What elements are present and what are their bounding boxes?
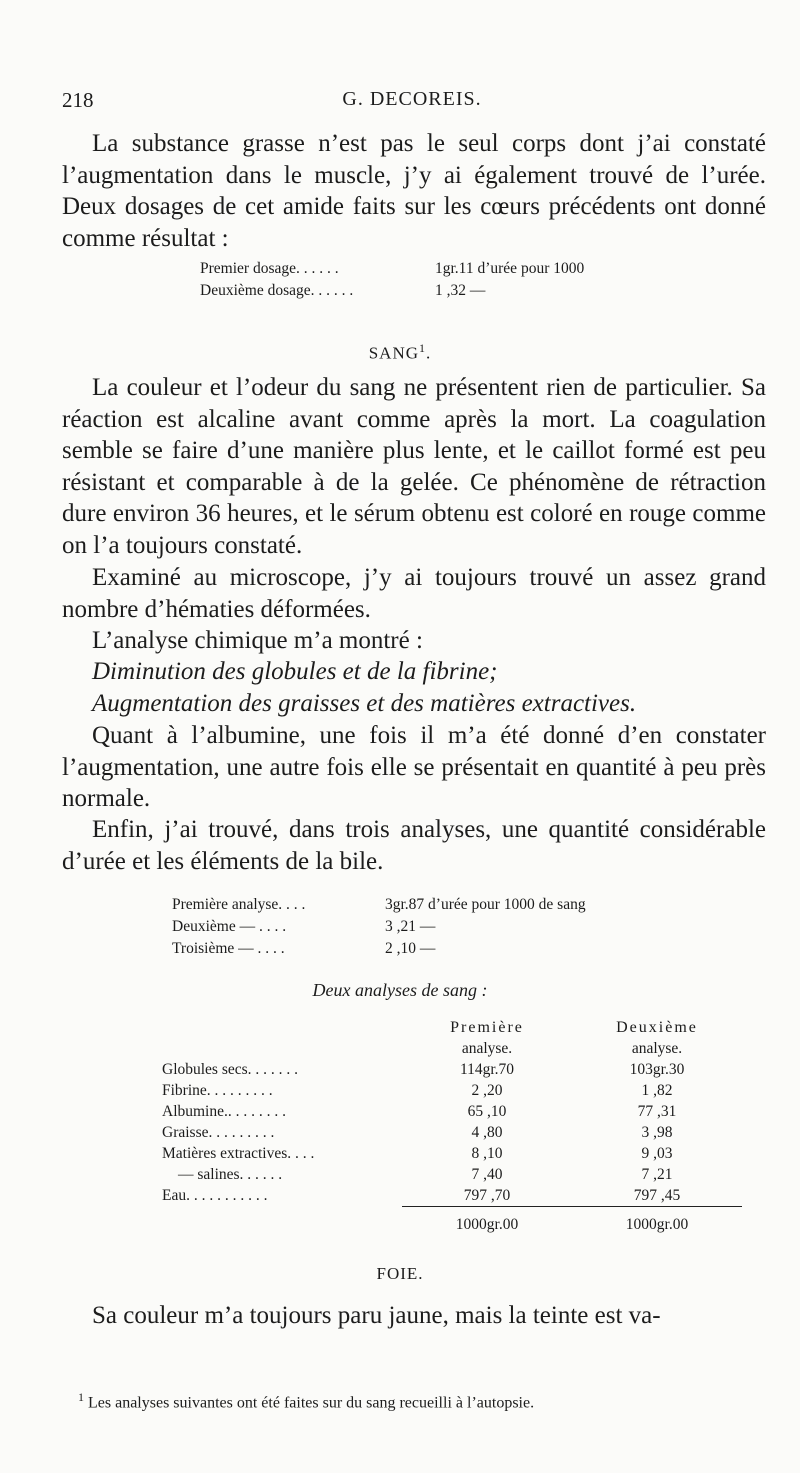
column-subheader-second: analyse. (631, 1039, 683, 1057)
cell-first: 797 ,70 (463, 1186, 511, 1204)
cell-second: 77 ,31 (637, 1102, 677, 1120)
table-row (162, 1185, 742, 1207)
page-number: 218 (62, 88, 94, 112)
table-row (162, 1143, 742, 1164)
cell-first: 65 ,10 (467, 1102, 507, 1120)
dosage-value: 1 ,32 — (435, 282, 486, 299)
analysis-value: 3gr.87 d’urée pour 1000 de sang (385, 896, 586, 913)
row-label: — salines. . . . . . (178, 1165, 283, 1183)
urea-dosage-list (200, 258, 584, 302)
row-label: Fibrine. . . . . . . . . (162, 1081, 273, 1099)
row-label: Graisse. . . . . . . . . (162, 1123, 275, 1141)
page-header (62, 88, 762, 116)
paragraph-liver: Sa couleur m’a toujours paru jaune, mais la teinte est va- (92, 1302, 661, 1329)
table-header-row (162, 1017, 742, 1038)
column-subheader-first: analyse. (461, 1039, 513, 1057)
analysis-value: 2 ,10 — (385, 940, 436, 957)
list-item (200, 280, 584, 302)
cell-first: 8 ,10 (471, 1144, 503, 1162)
table-row (162, 1080, 742, 1101)
cell-second: 1 ,82 (641, 1081, 673, 1099)
paragraph-urea-bile: Enfin, j’ai trouvé, dans trois analyses, une quantité considérable d’urée et les éléments de la bile. (62, 816, 766, 875)
row-label: Globules secs. . . . . . . (162, 1060, 299, 1078)
table-row (162, 1122, 742, 1143)
column-header-first: Première (450, 1018, 524, 1036)
paragraph-microscope: Examiné au microscope, j’y ai toujours trouvé un assez grand nombre d’hématies déformées. (62, 564, 766, 623)
table-total-row (162, 1207, 742, 1237)
table-row (162, 1101, 742, 1122)
analysis-label: Deuxième — . . . . (172, 918, 287, 935)
total-first: 1000gr.00 (402, 1207, 572, 1237)
paragraph-albumine: Quant à l’albumine, une fois il m’a été donné d’en constater l’augmentation, une autre fois elle se présentait en quantité à peu près normale. (62, 722, 766, 812)
line-augmentation: Augmentation des graisses et des matières extractives. (92, 690, 637, 717)
cell-second: 797 ,45 (633, 1186, 681, 1204)
footnote-number: 1 (78, 1390, 84, 1404)
row-label: Matières extractives. . . . (162, 1144, 315, 1162)
paragraph-urea-muscle: La substance grasse n’est pas le seul corps dont j’ai constaté l’augmentation dans le muscle, j’y ai également trouvé de l’urée. Deux dosages de cet amide faits sur les cœurs précédents ont donné comme résultat : (62, 130, 766, 252)
list-item (172, 916, 586, 938)
running-title: G. DECOREIS. (342, 88, 482, 110)
blood-analysis-table (162, 1017, 742, 1237)
footnote-marker: 1 (419, 341, 427, 355)
cell-first: 4 ,80 (471, 1123, 503, 1141)
analysis-value: 3 ,21 — (385, 918, 436, 935)
section-title-sang (0, 338, 800, 364)
cell-second: 9 ,03 (641, 1144, 673, 1162)
list-item (172, 938, 586, 960)
row-label: Albumine.. . . . . . . . (162, 1102, 286, 1120)
cell-first: 7 ,40 (471, 1165, 503, 1183)
cell-first: 114gr.70 (459, 1060, 515, 1078)
section-title-foie: FOIE. (376, 1264, 424, 1283)
cell-second: 103gr.30 (629, 1060, 685, 1078)
cell-second: 7 ,21 (641, 1165, 673, 1183)
line-diminution: Diminution des globules et de la fibrine; (92, 658, 498, 685)
table-title: Deux analyses de sang : (312, 980, 488, 1000)
section-title-period: . (426, 343, 432, 363)
table-header-row (162, 1038, 742, 1059)
footnote-text: Les analyses suivantes ont été faites sur du sang recueilli à l’autopsie. (88, 1394, 535, 1412)
dosage-value: 1gr.11 d’urée pour 1000 (435, 260, 585, 277)
dosage-label: Deuxième dosage. . . . . . (200, 282, 354, 299)
analysis-label: Première analyse. . . . (172, 896, 306, 913)
list-item (200, 258, 584, 280)
paragraph-chemical-analysis: L’analyse chimique m’a montré : (92, 627, 423, 654)
cell-second: 3 ,98 (641, 1123, 673, 1141)
list-item (172, 894, 586, 916)
total-second: 1000gr.00 (572, 1207, 742, 1237)
paragraph-blood-properties: La couleur et l’odeur du sang ne présentent rien de particulier. Sa réaction est alcaline avant comme après la mort. La coagulation semble se faire d’une manière plus lente, et le caillot formé est peu résistant et comparable à de la gelée. Ce phénomène de rétraction dure environ 36 heures, et le sérum obtenu est coloré en rouge comme on l’a toujours constaté. (62, 374, 766, 559)
column-header-second: Deuxième (616, 1018, 698, 1036)
section-title-text: SANG (368, 343, 420, 363)
table-row (162, 1059, 742, 1080)
cell-first: 2 ,20 (471, 1081, 503, 1099)
table-row (162, 1164, 742, 1185)
row-label: Eau. . . . . . . . . . . (162, 1186, 268, 1204)
footnote (78, 1390, 534, 1412)
analysis-label: Troisième — . . . . (172, 940, 285, 957)
dosage-label: Premier dosage. . . . . . (200, 260, 339, 277)
urea-analyses-list (172, 894, 586, 960)
